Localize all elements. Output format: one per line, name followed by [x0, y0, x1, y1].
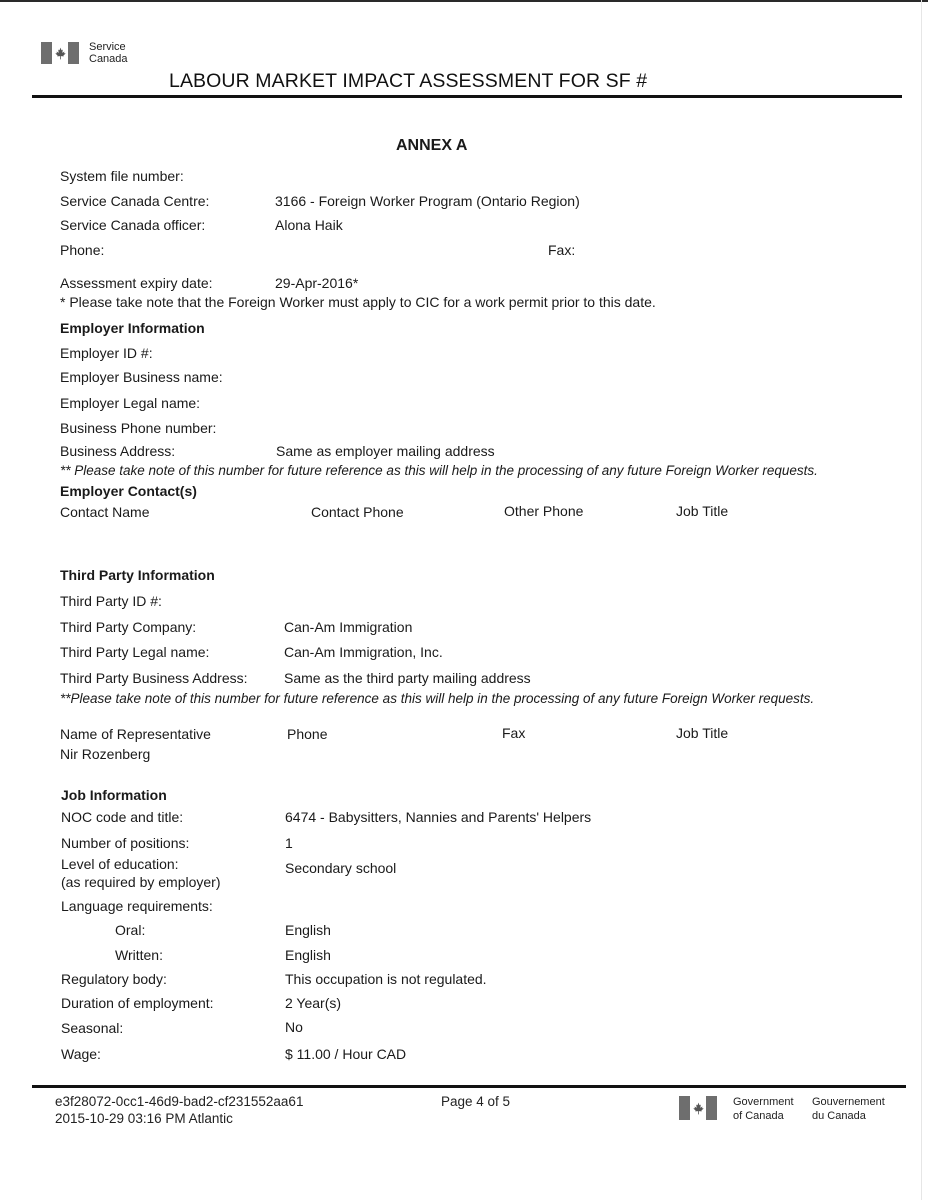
page-top-edge	[0, 0, 928, 2]
noc-value: 6474 - Babysitters, Nannies and Parents' Helpers	[285, 809, 592, 825]
third-party-id-label: Third Party ID #:	[60, 593, 162, 609]
document-title: LABOUR MARKET IMPACT ASSESSMENT FOR SF #	[169, 70, 648, 92]
footer-divider	[32, 1085, 906, 1088]
government-of-canada-wordmark: Government of Canada	[733, 1096, 794, 1122]
contact-col-phone: Contact Phone	[311, 504, 404, 520]
centre-value: 3166 - Foreign Worker Program (Ontario Region)	[275, 193, 580, 209]
system-file-label: System file number:	[60, 168, 184, 184]
rep-col-name: Name of Representative	[60, 726, 211, 742]
oral-label: Oral:	[115, 922, 146, 938]
seasonal-value: No	[285, 1019, 303, 1035]
duration-label: Duration of employment:	[61, 995, 214, 1011]
language-label: Language requirements:	[61, 898, 213, 914]
contact-col-job-title: Job Title	[676, 503, 729, 519]
regulatory-label: Regulatory body:	[61, 971, 167, 987]
expiry-note: * Please take note that the Foreign Worker must apply to CIC for a work permit prior to this date.	[60, 294, 656, 310]
employer-business-name-label: Employer Business name:	[60, 369, 223, 385]
header-divider	[32, 95, 902, 98]
employer-heading: Employer Information	[60, 320, 205, 336]
duration-value: 2 Year(s)	[285, 995, 342, 1011]
service-canada-wordmark: Service Canada	[89, 41, 128, 65]
page-right-edge	[921, 0, 922, 1200]
contact-col-other-phone: Other Phone	[504, 503, 584, 519]
employer-note: ** Please take note of this number for future reference as this will help in the processing of any future Foreign Worker requests.	[60, 463, 818, 478]
third-party-note: **Please take note of this number for future reference as this will help in the processing of any future Foreign Worker requests.	[60, 691, 815, 706]
seasonal-label: Seasonal:	[61, 1020, 124, 1036]
page-number: Page 4 of 5	[441, 1094, 511, 1109]
phone-label: Phone:	[60, 242, 105, 258]
expiry-label: Assessment expiry date:	[60, 275, 213, 291]
expiry-value: 29-Apr-2016*	[275, 275, 359, 291]
third-party-company-value: Can-Am Immigration	[284, 619, 413, 635]
rep-col-fax: Fax	[502, 725, 526, 741]
rep-col-phone: Phone	[287, 726, 328, 742]
job-heading: Job Information	[61, 787, 167, 803]
third-party-address-value: Same as the third party mailing address	[284, 670, 531, 686]
employer-legal-name-label: Employer Legal name:	[60, 395, 201, 411]
officer-value: Alona Haik	[275, 217, 343, 233]
employer-id-label: Employer ID #:	[60, 345, 153, 361]
third-party-legal-name-label: Third Party Legal name:	[60, 644, 210, 660]
written-label: Written:	[115, 947, 163, 963]
oral-value: English	[285, 922, 331, 938]
third-party-company-label: Third Party Company:	[60, 619, 197, 635]
noc-label: NOC code and title:	[61, 809, 184, 825]
fax-label: Fax:	[548, 242, 576, 258]
third-party-address-label: Third Party Business Address:	[60, 670, 248, 686]
third-party-heading: Third Party Information	[60, 567, 215, 583]
officer-label: Service Canada officer:	[60, 217, 206, 233]
education-label: Level of education:	[61, 856, 179, 872]
document-id: e3f28072-0cc1-46d9-bad2-cf231552aa61	[55, 1094, 304, 1109]
positions-label: Number of positions:	[61, 835, 190, 851]
business-address-value: Same as employer mailing address	[276, 443, 495, 459]
business-address-label: Business Address:	[60, 443, 176, 459]
rep-name: Nir Rozenberg	[60, 746, 151, 762]
wage-value: $ 11.00 / Hour CAD	[285, 1046, 407, 1062]
third-party-legal-name-value: Can-Am Immigration, Inc.	[284, 644, 443, 660]
wage-label: Wage:	[61, 1046, 101, 1062]
written-value: English	[285, 947, 331, 963]
education-value: Secondary school	[285, 860, 397, 876]
positions-value: 1	[285, 835, 293, 851]
canada-flag-icon	[41, 42, 79, 64]
rep-col-job-title: Job Title	[676, 725, 729, 741]
employer-contacts-heading: Employer Contact(s)	[60, 483, 197, 499]
contact-col-name: Contact Name	[60, 504, 150, 520]
annex-title: ANNEX A	[396, 137, 468, 154]
gouvernement-du-canada-wordmark: Gouvernement du Canada	[812, 1096, 885, 1122]
government-flag-icon	[679, 1096, 717, 1120]
regulatory-value: This occupation is not regulated.	[285, 971, 487, 987]
document-timestamp: 2015-10-29 03:16 PM Atlantic	[55, 1111, 233, 1126]
centre-label: Service Canada Centre:	[60, 193, 210, 209]
education-sublabel: (as required by employer)	[61, 874, 221, 890]
business-phone-label: Business Phone number:	[60, 420, 217, 436]
